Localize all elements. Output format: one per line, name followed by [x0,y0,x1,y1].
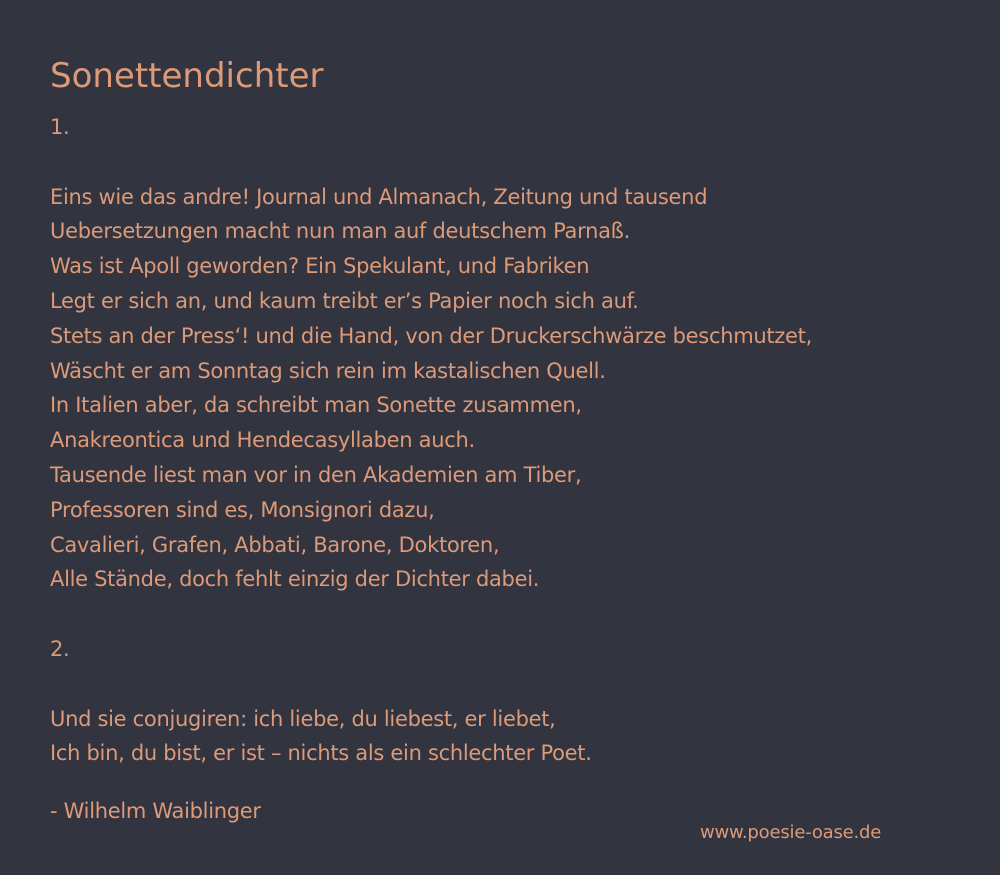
poem-body [50,110,950,771]
poem-line: Eins wie das andre! Journal und Almanach, Zeitung und tausend [50,184,708,209]
poem-line: In Italien aber, da schreibt man Sonette zusammen, [50,393,582,418]
poem-line: Was ist Apoll geworden? Ein Spekulant, und Fabriken [50,254,590,279]
poem-title: Sonettendichter [50,56,324,96]
poem-line: Legt er sich an, und kaum treibt er’s Papier noch sich auf. [50,288,639,313]
poem-line [50,667,950,702]
poem-line: Wäscht er am Sonntag sich rein im kastalischen Quell. [50,358,606,383]
poem-line: 2. [50,636,70,661]
poem-line: Stets an der Press‘! und die Hand, von der Druckerschwärze beschmutzet, [50,323,812,348]
poem-line: Uebersetzungen macht nun man auf deutschem Parnaß. [50,219,630,244]
poem-line: Alle Stände, doch fehlt einzig der Dichter dabei. [50,567,540,592]
poem-line: Cavalieri, Grafen, Abbati, Barone, Doktoren, [50,532,500,557]
poem-line: Tausende liest man vor in den Akademien am Tiber, [50,462,582,487]
website-url: www.poesie-oase.de [700,822,882,843]
poem-line: Professoren sind es, Monsignori dazu, [50,497,435,522]
poem-line [50,597,950,632]
poem-line: Anakreontica und Hendecasyllaben auch. [50,428,475,453]
poem-line: Und sie conjugiren: ich liebe, du liebest, er liebet, [50,706,556,731]
poem-line [50,145,950,180]
poem-author: - Wilhelm Waiblinger [50,799,261,823]
poem-line: Ich bin, du bist, er ist – nichts als ein schlechter Poet. [50,741,592,766]
poem-line: 1. [50,115,70,139]
